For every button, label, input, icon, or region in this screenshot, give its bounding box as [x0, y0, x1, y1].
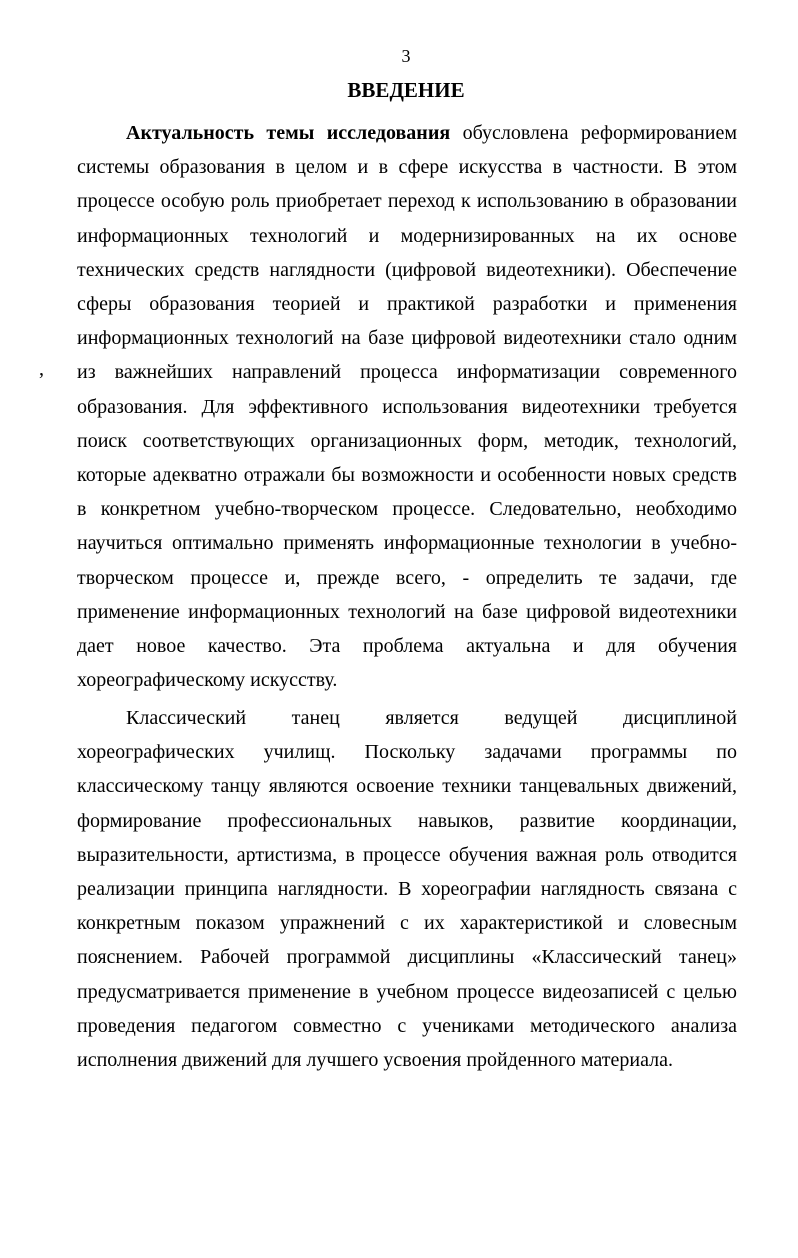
paragraph-lead: Актуальность темы исследования	[126, 122, 451, 144]
paragraph-classical-dance	[77, 701, 737, 1077]
page-title: ВВЕДЕНИЕ	[347, 78, 465, 102]
page-number: 3	[401, 46, 411, 66]
paragraph-text: Классический танец является ведущей дисциплиной хореографических училищ. Поскольку задачами программы по классическому танцу являются освоение техники танцевальных движений, формирование профессиональных навыков, развитие координации, выразительности, артистизма, в процессе обучения важная роль отводится реализации принципа наглядности. В хореографии наглядность связана с конкретным показом упражнений с их характеристикой и словесным пояснением. Рабочей программой дисциплины «Классический танец» предусматривается применение в учебном процессе видеозаписей с целью проведения педагогом совместно с учениками методического анализа исполнения движений для лучшего усвоения пройденного материала.	[77, 707, 737, 1072]
paragraph-relevance	[77, 116, 737, 697]
paragraph-text: обусловлена реформированием системы образования в целом и в сфере искусства в частности. В этом процессе особую роль приобретает переход к использованию в образовании информационных технологий и модернизированных на их основе технических средств наглядности (цифровой видеотехники). Обеспечение сферы образования теорией и практикой разработки и применения информационных технологий на базе цифровой видеотехники стало одним из важнейших направлений процесса информатизации современного образования. Для эффективного использования видеотехники требуется поиск соответствующих организационных форм, методик, технологий, которые адекватно отражали бы возможности и особенности новых средств в конкретном учебно-творческом процессе. Следовательно, необходимо научиться оптимально применять информационные технологии в учебно-творческом процессе и, прежде всего, - определить те задачи, где применение информационных технологий на базе цифровой видеотехники дает новое качество. Эта проблема актуальна и для обучения хореографическому искусству.	[77, 122, 737, 692]
margin-mark: ’	[38, 369, 45, 391]
